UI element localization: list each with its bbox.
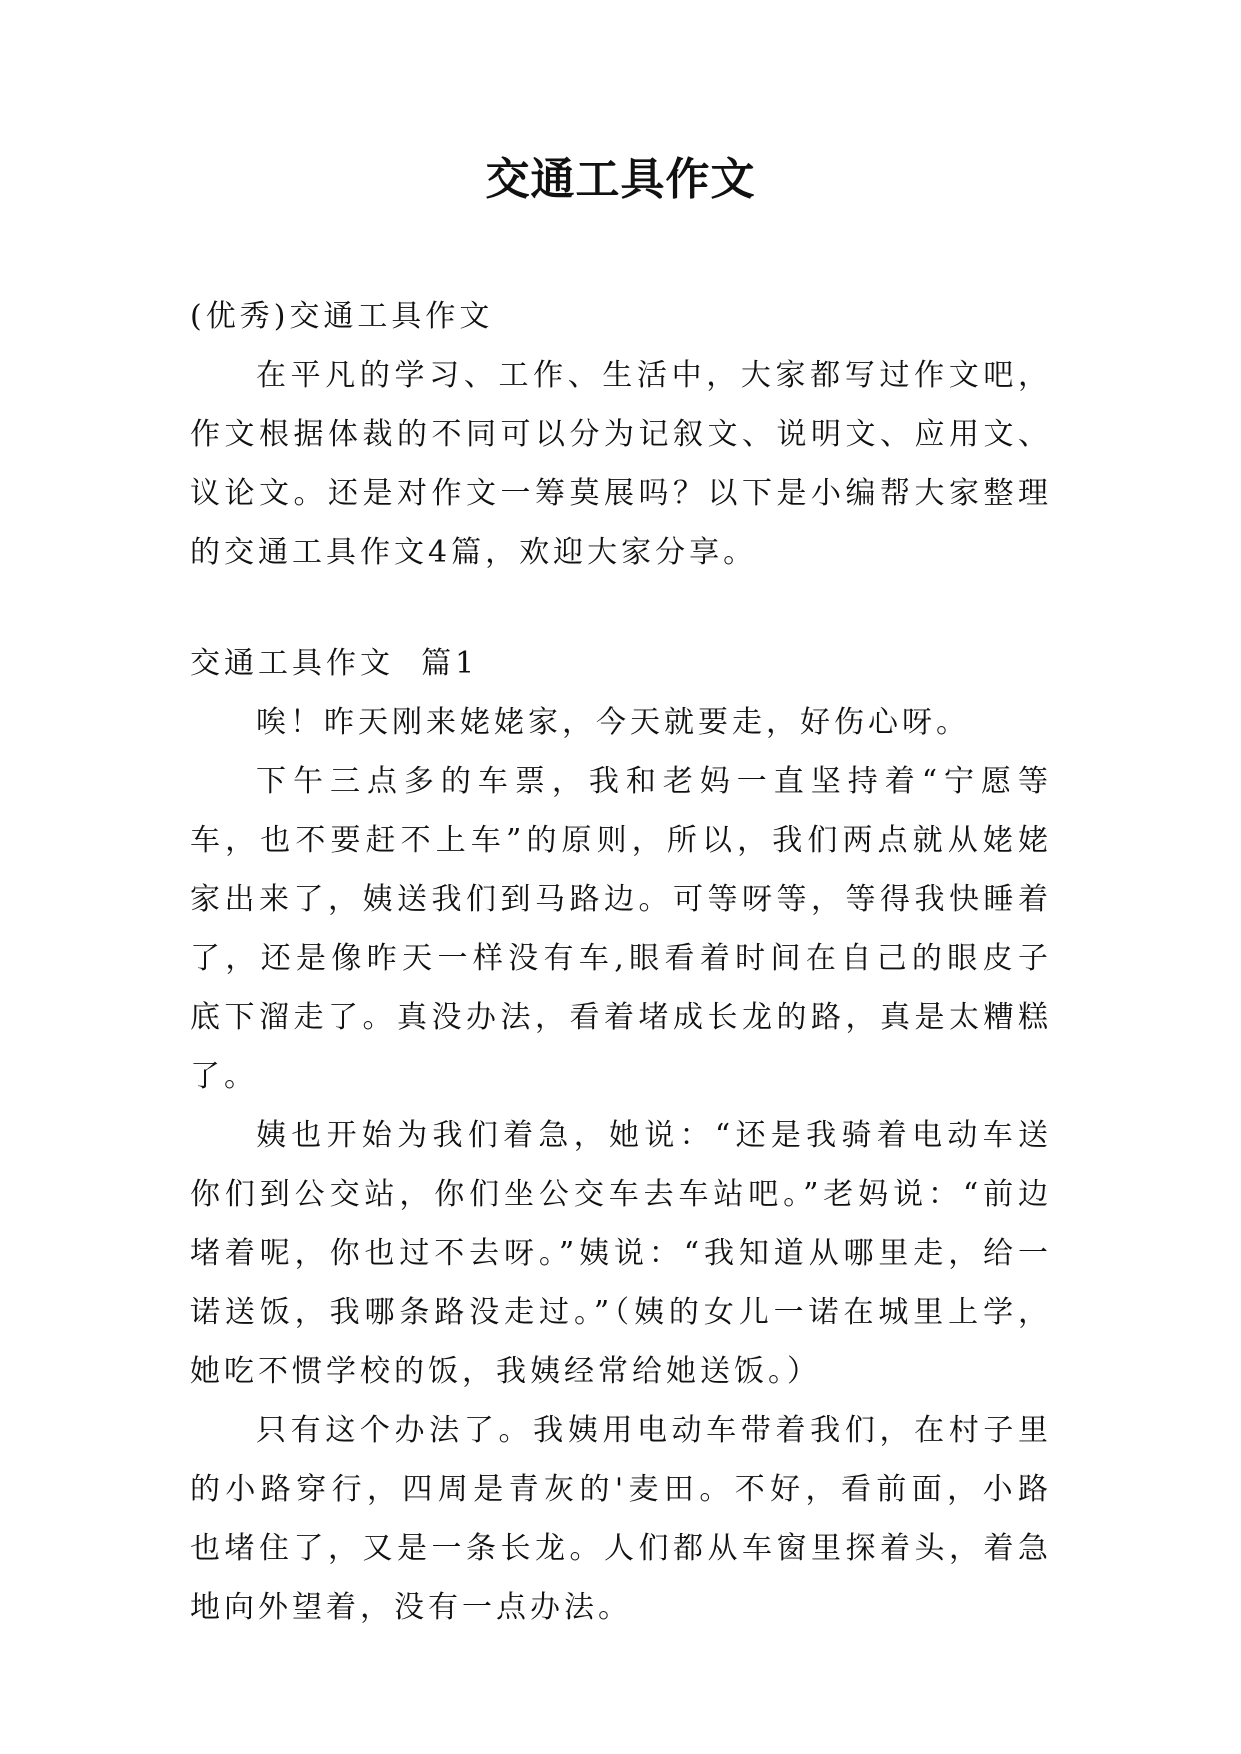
paragraph: 下午三点多的车票，我和老妈一直坚持着“宁愿等车，也不要赶不上车”的原则，所以，我们两点就从姥姥家出来了，姨送我们到马路边。可等呀等，等得我快睡着了，还是像昨天一样没有车,眼看着时间在自己的眼皮子底下溜走了。真没办法，看着堵成长龙的路，真是太糟糕了。 <box>190 764 1052 1094</box>
intro-paragraph: 在平凡的学习、工作、生活中，大家都写过作文吧，作文根据体裁的不同可以分为记叙文、说明文、应用文、议论文。还是对作文一筹莫展吗？以下是小编帮大家整理的交通工具作文4篇，欢迎大家分享。 <box>190 358 1052 570</box>
document-title: 交通工具作文 <box>485 154 756 205</box>
section-1 <box>190 634 1052 1637</box>
paragraph: 唉！昨天刚来姥姥家，今天就要走，好伤心呀。 <box>256 705 970 740</box>
intro-block <box>190 287 1052 582</box>
document-subtitle: (优秀)交通工具作文 <box>190 299 494 334</box>
section-heading: 交通工具作文 篇1 <box>190 646 479 681</box>
paragraph: 姨也开始为我们着急，她说：“还是我骑着电动车送你们到公交站，你们坐公交车去车站吧。”老妈说：“前边堵着呢，你也过不去呀。”姨说：“我知道从哪里走，给一诺送饭，我哪条路没走过。”（姨的女儿一诺在城里上学，她吃不惯学校的饭，我姨经常给她送饭。） <box>190 1118 1052 1389</box>
paragraph: 只有这个办法了。我姨用电动车带着我们，在村子里的小路穿行，四周是青灰的'麦田。不好，看前面，小路也堵住了，又是一条长龙。人们都从车窗里探着头，着急地向外望着，没有一点办法。 <box>190 1413 1052 1625</box>
